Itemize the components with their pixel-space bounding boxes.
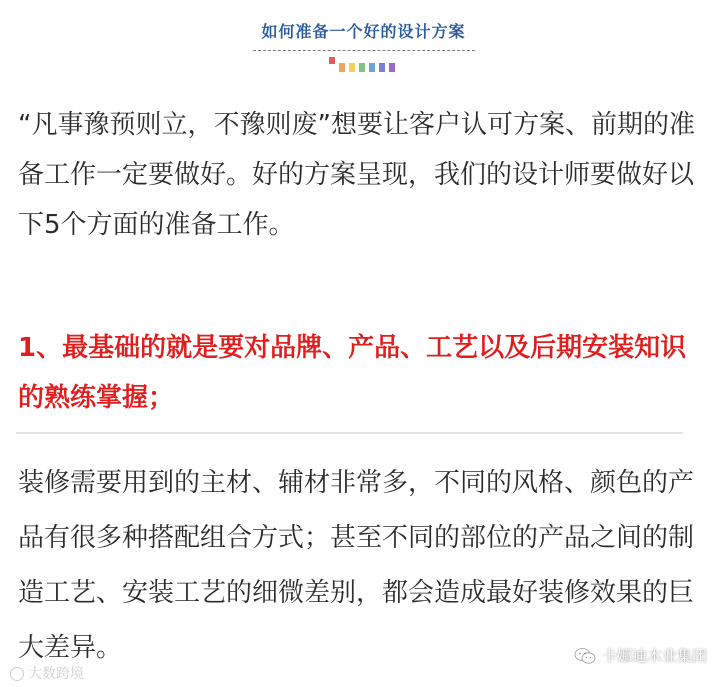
color-square xyxy=(379,63,385,72)
color-square xyxy=(389,63,395,72)
point-1-heading: 1、最基础的就是要对品牌、产品、工艺以及后期安装知识的熟练掌握； xyxy=(18,333,687,413)
watermark-left xyxy=(10,665,84,683)
color-square xyxy=(349,63,355,72)
wechat-icon xyxy=(574,647,596,665)
point-1-body: 装修需要用到的主材、辅材非常多，不同的风格、颜色的产品有很多种搭配组合方式；甚至不同的部位的产品之间的制造工艺、安装工艺的细微差别，都会造成最好装修效果的巨大差异。 xyxy=(18,468,695,663)
section-header xyxy=(0,20,727,73)
watermark-left-text: 大数跨境 xyxy=(28,666,84,682)
color-square xyxy=(359,63,365,72)
color-square xyxy=(339,63,345,72)
color-square xyxy=(329,57,335,64)
color-square xyxy=(369,63,375,72)
section-title: 如何准备一个好的设计方案 xyxy=(261,22,466,41)
color-squares-decoration xyxy=(329,57,399,73)
watermark-circle-icon xyxy=(10,667,24,681)
intro-paragraph: “凡事豫预则立，不豫则废”想要让客户认可方案、前期的准备工作一定要做好。好的方案呈现，我们的设计师要做好以下5个方面的准备工作。 xyxy=(18,110,695,240)
horizontal-divider xyxy=(16,432,683,434)
watermark-right-text: 卡娜迪木业集团 xyxy=(601,647,707,665)
dotted-divider xyxy=(253,50,475,51)
watermark-right xyxy=(574,645,707,667)
